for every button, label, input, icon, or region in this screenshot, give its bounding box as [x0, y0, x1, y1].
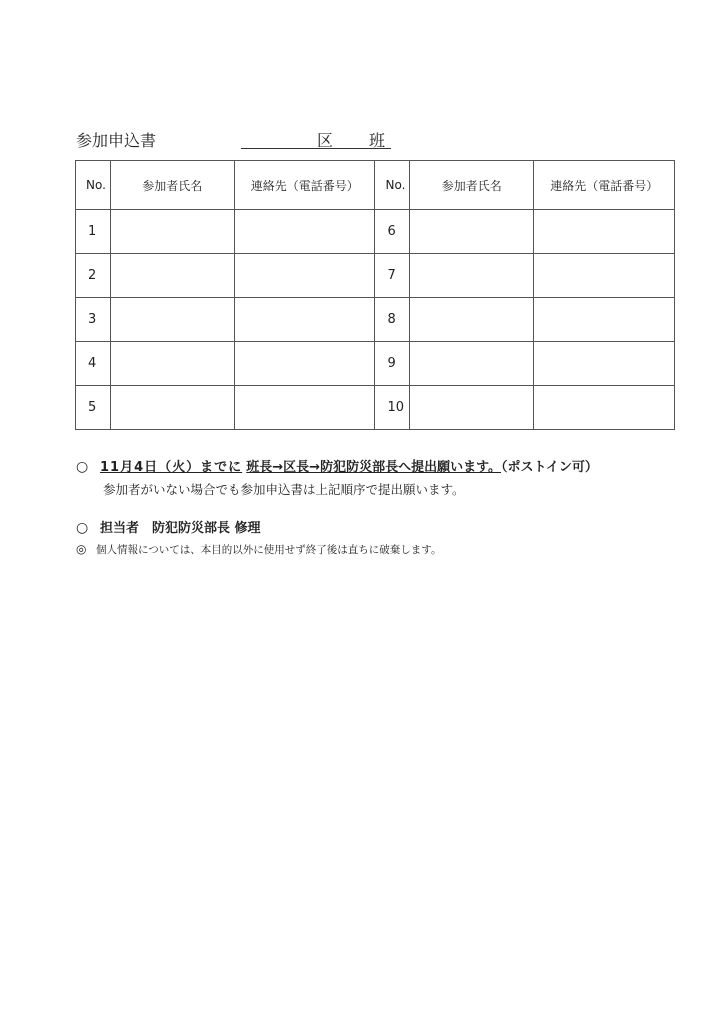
deadline-note [76, 456, 598, 475]
deadline-date: 11月4日（火）までに [100, 460, 243, 475]
row-number: 4 [76, 342, 111, 386]
phone-cell[interactable] [534, 254, 675, 298]
name-cell[interactable] [110, 210, 234, 254]
phone-cell[interactable] [234, 386, 375, 430]
table-row [76, 210, 675, 254]
name-cell[interactable] [110, 298, 234, 342]
name-cell[interactable] [410, 386, 534, 430]
col-header-no: No. [76, 161, 111, 210]
title-row [76, 128, 676, 152]
col-header-name: 参加者氏名 [410, 161, 534, 210]
name-cell[interactable] [410, 342, 534, 386]
row-number: 9 [375, 342, 410, 386]
privacy-note [76, 542, 441, 557]
no-participant-note: 参加者がいない場合でも参加申込書は上記順序で提出願います。 [103, 482, 465, 497]
contact-note [76, 517, 261, 536]
privacy-text: 個人情報については、本目的以外に使用せず終了後は直ちに破棄します。 [96, 544, 442, 556]
phone-cell[interactable] [234, 210, 375, 254]
phone-cell[interactable] [234, 254, 375, 298]
name-cell[interactable] [410, 254, 534, 298]
form-title: 参加申込書 [76, 131, 157, 150]
phone-cell[interactable] [234, 298, 375, 342]
row-number: 8 [375, 298, 410, 342]
phone-cell[interactable] [534, 298, 675, 342]
row-number: 7 [375, 254, 410, 298]
postbox-note: （ポストイン可） [501, 460, 598, 475]
col-header-phone: 連絡先（電話番号） [234, 161, 375, 210]
row-number: 6 [375, 210, 410, 254]
col-header-phone: 連絡先（電話番号） [534, 161, 675, 210]
phone-cell[interactable] [534, 386, 675, 430]
group-label: 班 [369, 131, 386, 150]
col-header-no: No. [375, 161, 410, 210]
participant-table [75, 160, 675, 430]
row-number: 3 [76, 298, 111, 342]
phone-cell[interactable] [534, 210, 675, 254]
circle-bullet-icon: ○ [76, 459, 89, 475]
contact-person: 担当者 防犯防災部長 修理 [100, 521, 261, 536]
ward-group-blank[interactable] [241, 128, 391, 149]
col-header-name: 参加者氏名 [110, 161, 234, 210]
phone-cell[interactable] [234, 342, 375, 386]
table-row [76, 386, 675, 430]
name-cell[interactable] [410, 210, 534, 254]
name-cell[interactable] [410, 298, 534, 342]
table-header-row [76, 161, 675, 210]
table-row [76, 298, 675, 342]
row-number: 5 [76, 386, 111, 430]
row-number: 2 [76, 254, 111, 298]
double-circle-bullet-icon: ◎ [76, 542, 87, 556]
phone-cell[interactable] [534, 342, 675, 386]
row-number: 1 [76, 210, 111, 254]
submission-route: 班長→区長→防犯防災部長へ提出願います。 [246, 460, 502, 475]
table-row [76, 342, 675, 386]
circle-bullet-icon: ○ [76, 520, 89, 536]
table-row [76, 254, 675, 298]
name-cell[interactable] [110, 254, 234, 298]
name-cell[interactable] [110, 342, 234, 386]
ward-label: 区 [317, 131, 334, 150]
name-cell[interactable] [110, 386, 234, 430]
row-number: 10 [375, 386, 410, 430]
